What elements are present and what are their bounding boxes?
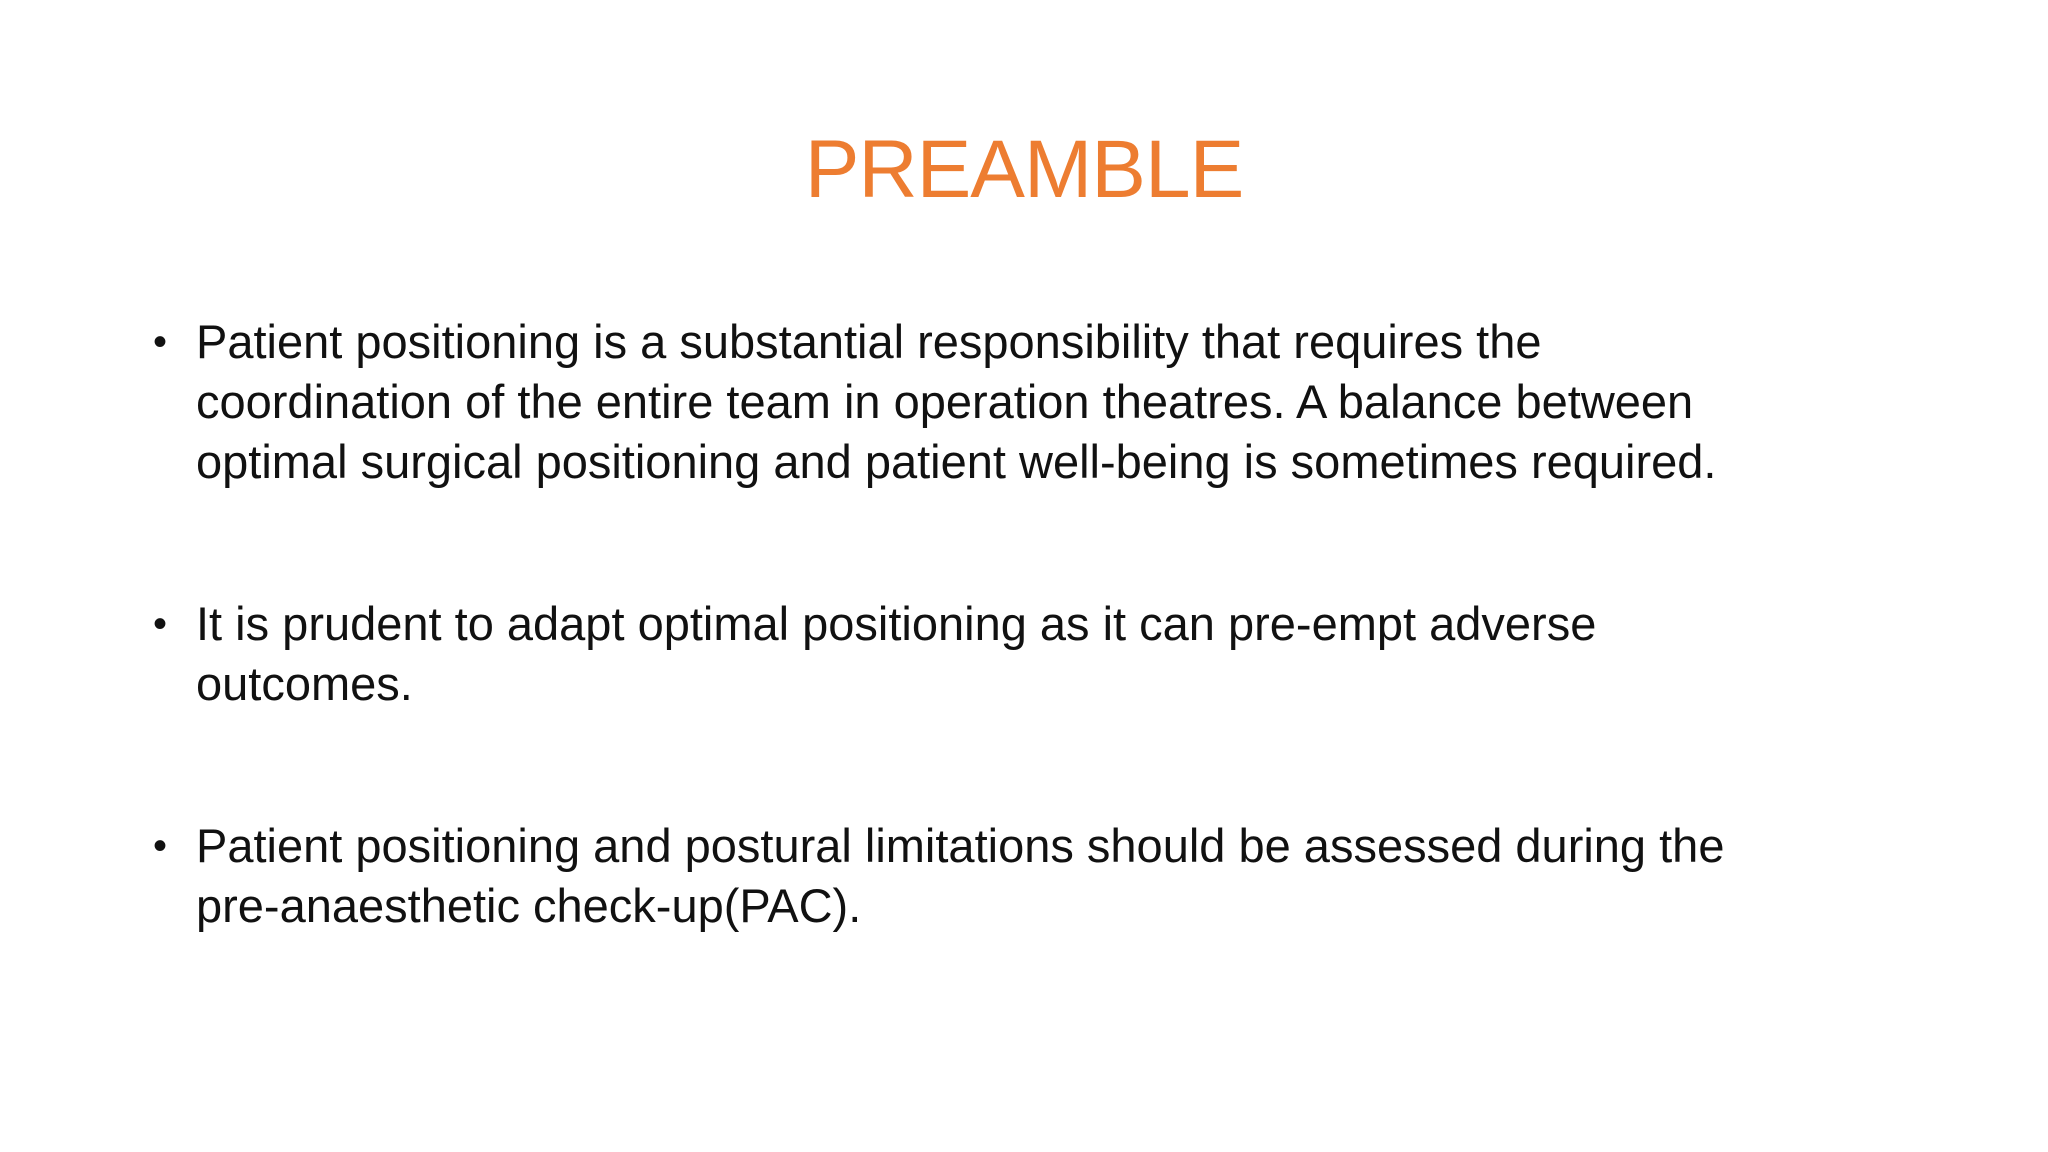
bullet-item xyxy=(153,594,1896,714)
bullet-text-line: coordination of the entire team in operation theatres. A balance between xyxy=(196,375,1694,428)
bullet-text-line: It is prudent to adapt optimal positioning as it can pre-empt adverse xyxy=(196,597,1597,650)
bullet-text-line: Patient positioning and postural limitations should be assessed during the xyxy=(196,819,1725,872)
bullet-dot-icon: • xyxy=(153,824,168,868)
bullet-dot-icon: • xyxy=(153,602,168,646)
bullet-list xyxy=(153,312,1896,936)
bullet-text-line: pre-anaesthetic check-up(PAC). xyxy=(196,879,862,932)
bullet-item xyxy=(153,816,1896,936)
bullet-dot-icon: • xyxy=(153,320,168,364)
bullet-text-line: optimal surgical positioning and patient well-being is sometimes required. xyxy=(196,435,1717,488)
bullet-text-line: Patient positioning is a substantial responsibility that requires the xyxy=(196,315,1542,368)
bullet-item xyxy=(153,312,1896,492)
bullet-text-line: outcomes. xyxy=(196,657,413,710)
slide-title: PREAMBLE xyxy=(804,124,1244,215)
